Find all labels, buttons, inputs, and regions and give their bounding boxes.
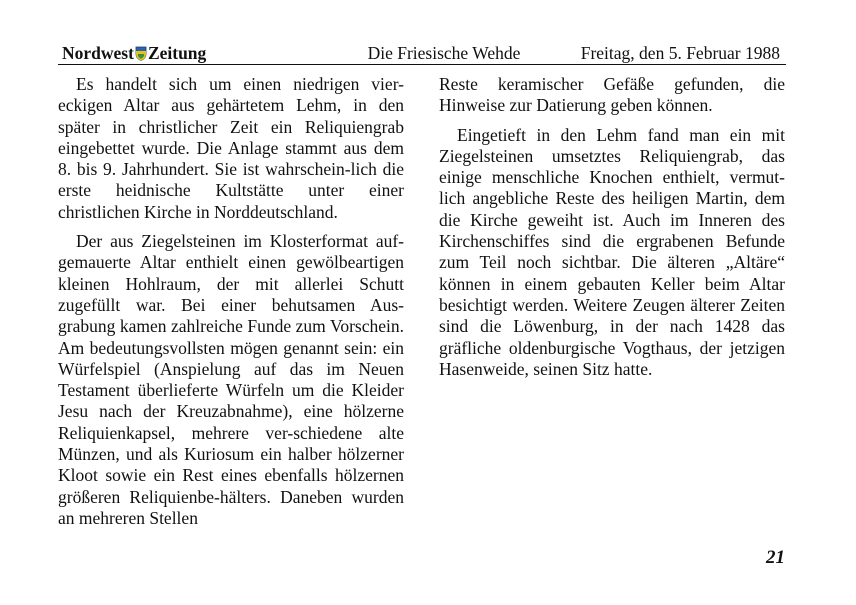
paragraph-finds: Der aus Ziegelsteinen im Klosterformat auf-gemauerte Altar enthielt einen gewölbeartigen kleinen Hohlraum, der mit allerlei Schutt zugefüllt war. Bei einer behutsamen Aus-grabung kamen zahlreiche Funde zum Vorschein. Am bedeutungsvollsten mögen genannt sein: ein Würfelspiel (Anspielung auf das im Neuen Testament überlieferte Würfeln um die Kleider Jesu nach der Kreuzabnahme), eine hölzerne Reliquienkapsel, mehrere ver-schiedene alte Münzen, und als Kuriosum ein halber hölzerner Kloot sowie ein Rest eines ebenfalls hölzernen größeren Reliquienbe-hälters. Daneben wurden an mehreren Stellen [58,231,404,528]
paragraph-reliquary: Eingetieft in den Lehm fand man ein mit Ziegelsteinen umsetztes Reliquiengrab, das einige menschliche Knochen enthielt, vermut-lich angebliche Reste des heiligen Martin, dem die Kirche geweiht ist. Auch im Inneren des Kirchenschiffes sind die ergrabenen Befunde zum Teil noch sichtbar. Die älteren „Altäre“ können in einem gebauten Keller beim Altar besichtigt werden. Weitere Zeugen älterer Zeiten sind die Löwenburg, in der nach 1428 das gräfliche oldenburgische Vogthaus, der jetzigen Hasenweide, seinen Sitz hatte. [439,124,785,379]
masthead-zeitung: Zeitung [147,43,207,63]
issue-date: Freitag, den 5. Februar 1988 [580,43,780,63]
paragraph-altar: Es handelt sich um einen niedrigen vier-eckigen Altar aus gehärtetem Lehm, in den später in christlicher Zeit ein Reliquiengrab eingebettet wurde. Die Anlage stammt aus dem 8. bis 9. Jahrhundert. Sie ist wahrschein-lich die erste heidnische Kultstätte unter einer christlichen Kirche in Norddeutschland. [58,74,404,222]
page-number: 21 [766,547,785,568]
paragraph-continuation: Reste keramischer Gefäße gefunden, die Hinweise zur Datierung geben können. [439,74,785,116]
article-column-right [439,74,785,388]
masthead-nordwest: Nordwest [62,43,134,63]
section-title: Die Friesische Wehde [367,43,521,63]
article-column-left [58,74,404,537]
page-header [58,42,786,65]
